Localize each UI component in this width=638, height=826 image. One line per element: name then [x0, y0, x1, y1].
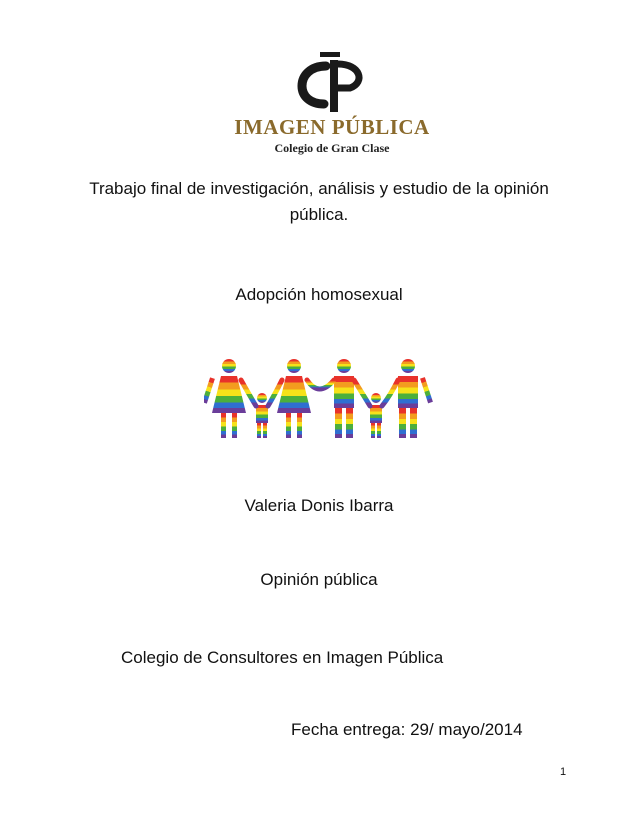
- imagen-publica-logo: [222, 52, 442, 162]
- document-title: Trabajo final de investigación, análisis y estudio de la opinión pública.: [89, 179, 549, 224]
- document-subject: Opinión pública: [260, 570, 378, 589]
- document-topic: Adopción homosexual: [235, 285, 403, 304]
- rainbow-family-icon: [204, 358, 434, 442]
- document-institution: Colegio de Consultores en Imagen Pública: [121, 648, 444, 667]
- document-author: Valeria Donis Ibarra: [244, 496, 394, 515]
- document-due-date: Fecha entrega: 29/ mayo/2014: [291, 720, 523, 739]
- page-number: 1: [560, 766, 567, 778]
- logo-title: IMAGEN PÚBLICA: [234, 115, 430, 139]
- logo-mark-icon: [290, 52, 374, 114]
- logo-subtitle: Colegio de Gran Clase: [274, 141, 390, 155]
